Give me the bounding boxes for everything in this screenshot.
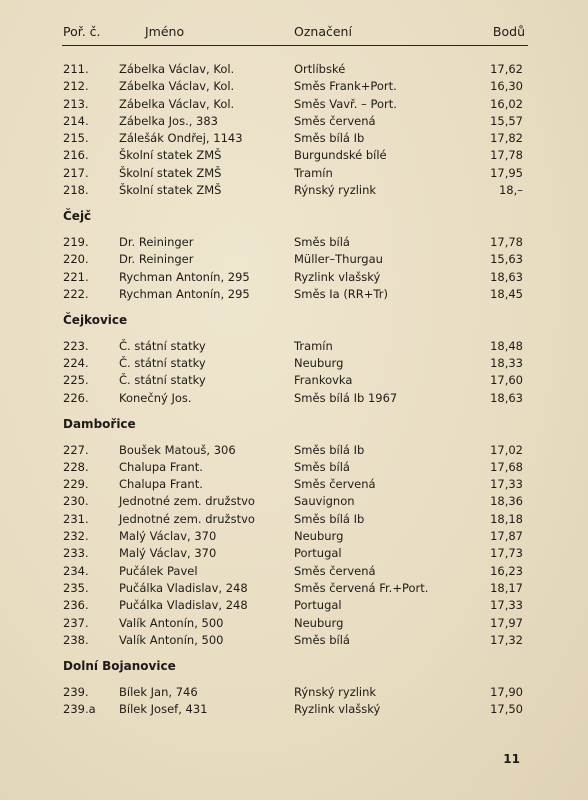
entry-number: 217. [63, 165, 89, 180]
section-title: Čejč [63, 209, 92, 224]
entry-points: 17,78 [490, 234, 523, 249]
section-title: Dolní Bojanovice [63, 659, 176, 674]
table-row [0, 563, 588, 580]
entry-points: 17,32 [490, 632, 523, 647]
entry-name: Školní statek ZMŠ [119, 183, 222, 198]
entry-number: 230. [63, 494, 89, 509]
entry-designation: Neuburg [294, 615, 344, 630]
page-number: 11 [503, 752, 520, 766]
entry-name: Valík Antonín, 500 [119, 632, 224, 647]
entry-points: 17,33 [490, 598, 523, 613]
entry-number: 238. [63, 632, 89, 647]
entry-points: 15,57 [490, 113, 523, 128]
entry-name: Dr. Reininger [119, 252, 194, 267]
entry-designation: Rýnský ryzlink [294, 684, 377, 699]
entry-number: 226. [63, 390, 89, 405]
entry-designation: Sauvignon [294, 494, 355, 509]
table-row [0, 545, 588, 562]
entry-number: 237. [63, 615, 89, 630]
section-heading [0, 407, 588, 442]
entry-designation: Tramín [294, 338, 333, 353]
entry-designation: Neuburg [294, 529, 344, 544]
entry-number: 229. [63, 477, 89, 492]
entry-designation: Ryzlink vlašský [294, 701, 381, 716]
entry-points: 18,48 [490, 338, 523, 353]
table-row [0, 286, 588, 303]
entry-designation: Frankovka [294, 373, 353, 388]
entry-designation: Neuburg [294, 356, 344, 371]
entry-number: 228. [63, 459, 89, 474]
table-row [0, 96, 588, 113]
table-row [0, 528, 588, 545]
entries-table [0, 61, 588, 718]
table-row [0, 78, 588, 95]
section-heading [0, 199, 588, 234]
section-title: Dambořice [63, 416, 136, 431]
entry-name: Boušek Matouš, 306 [119, 442, 236, 457]
entry-number: 214. [63, 113, 89, 128]
table-row [0, 390, 588, 407]
entry-number: 221. [63, 269, 89, 284]
table-row [0, 234, 588, 251]
entry-designation: Ryzlink vlašský [294, 269, 381, 284]
header-number: Poř. č. [63, 24, 101, 39]
entry-number: 216. [63, 148, 89, 163]
entry-name: Konečný Jos. [119, 390, 192, 405]
entry-points: 18,36 [490, 494, 523, 509]
table-row [0, 355, 588, 372]
entry-name: Jednotné zem. družstvo [119, 511, 255, 526]
table-row [0, 597, 588, 614]
entry-designation: Směs bílá Ib [294, 442, 365, 457]
entry-number: 231. [63, 511, 89, 526]
entry-number: 215. [63, 131, 89, 146]
entry-points: 17,78 [490, 148, 523, 163]
entry-points: 16,23 [490, 563, 523, 578]
entry-points: 17,33 [490, 477, 523, 492]
entry-number: 232. [63, 529, 89, 544]
entry-number: 239.a [63, 701, 96, 716]
entry-number: 239. [63, 684, 89, 699]
entry-name: Č. státní statky [119, 356, 206, 371]
entry-designation: Směs bílá Ib 1967 [294, 390, 398, 405]
entry-number: 234. [63, 563, 89, 578]
section-heading [0, 303, 588, 338]
entry-points: 17,82 [490, 131, 523, 146]
entry-name: Školní statek ZMŠ [119, 165, 222, 180]
entry-points: 17,97 [490, 615, 523, 630]
table-row [0, 701, 588, 718]
entry-name: Chalupa Frant. [119, 459, 203, 474]
entry-number: 219. [63, 234, 89, 249]
table-row [0, 269, 588, 286]
table-row [0, 511, 588, 528]
entry-points: 17,68 [490, 459, 523, 474]
entry-name: Pučálek Pavel [119, 563, 198, 578]
entry-number: 236. [63, 598, 89, 613]
entry-number: 233. [63, 546, 89, 561]
entry-name: Zábelka Václav, Kol. [119, 79, 235, 94]
entry-points: 17,60 [490, 373, 523, 388]
table-row [0, 147, 588, 164]
entry-name: Jednotné zem. družstvo [119, 494, 255, 509]
entry-points: 17,95 [490, 165, 523, 180]
entry-name: Zábelka Václav, Kol. [119, 96, 235, 111]
entry-name: Školní statek ZMŠ [119, 148, 222, 163]
entry-designation: Směs červená Fr.+Port. [294, 580, 429, 595]
entry-points: 18,18 [490, 511, 523, 526]
entry-name: Č. státní statky [119, 373, 206, 388]
table-header [0, 24, 588, 46]
entry-points: 18,45 [490, 286, 523, 301]
entry-points: 18,33 [490, 356, 523, 371]
entry-name: Zábelka Jos., 383 [119, 113, 218, 128]
entry-name: Dr. Reininger [119, 234, 194, 249]
table-row [0, 580, 588, 597]
entry-designation: Směs bílá Ib [294, 131, 365, 146]
entry-name: Rychman Antonín, 295 [119, 269, 250, 284]
entry-number: 211. [63, 62, 89, 76]
table-row [0, 251, 588, 268]
entry-number: 213. [63, 96, 89, 111]
entry-name: Valík Antonín, 500 [119, 615, 224, 630]
header-rule [62, 45, 528, 46]
entry-designation: Portugal [294, 546, 342, 561]
entry-designation: Směs Vavř. – Port. [294, 96, 397, 111]
entry-name: Rychman Antonín, 295 [119, 286, 250, 301]
entry-name: Chalupa Frant. [119, 477, 203, 492]
entry-points: 16,02 [490, 96, 523, 111]
header-designation: Označení [294, 24, 352, 39]
entry-name: Bílek Josef, 431 [119, 701, 208, 716]
entry-name: Bílek Jan, 746 [119, 684, 198, 699]
entry-designation: Směs bílá [294, 459, 350, 474]
table-row [0, 113, 588, 130]
section-title: Čejkovice [63, 313, 128, 328]
entry-points: 17,02 [490, 442, 523, 457]
header-points: Bodů [492, 24, 525, 39]
table-row [0, 684, 588, 701]
entry-name: Malý Václav, 370 [119, 529, 217, 544]
entry-designation: Směs bílá [294, 234, 350, 249]
entry-designation: Směs bílá [294, 632, 350, 647]
entry-points: 15,63 [490, 252, 523, 267]
entry-number: 235. [63, 580, 89, 595]
entry-number: 220. [63, 252, 89, 267]
table-row [0, 459, 588, 476]
entry-number: 222. [63, 286, 89, 301]
entry-designation: Směs červená [294, 477, 376, 492]
entry-designation: Směs červená [294, 113, 376, 128]
table-row [0, 632, 588, 649]
table-row [0, 615, 588, 632]
entry-points: 18,17 [490, 580, 523, 595]
table-row [0, 61, 588, 78]
entry-number: 227. [63, 442, 89, 457]
entry-points: 17,87 [490, 529, 523, 544]
table-row [0, 182, 588, 199]
table-row [0, 476, 588, 493]
entry-number: 224. [63, 356, 89, 371]
entry-number: 212. [63, 79, 89, 94]
entry-points: 17,73 [490, 546, 523, 561]
entry-name: Pučálka Vladislav, 248 [119, 598, 248, 613]
entry-points: 17,90 [490, 684, 523, 699]
entry-name: Zábelka Václav, Kol. [119, 62, 235, 76]
entry-points: 17,50 [490, 701, 523, 716]
entry-name: Pučálka Vladislav, 248 [119, 580, 248, 595]
entry-designation: Směs červená [294, 563, 376, 578]
entry-designation: Ortlíbské [294, 62, 346, 76]
entry-designation: Burgundské bílé [294, 148, 387, 163]
entry-designation: Směs Ia (RR+Tr) [294, 286, 388, 301]
entry-name: Malý Václav, 370 [119, 546, 217, 561]
table-row [0, 372, 588, 389]
table-row [0, 338, 588, 355]
table-row [0, 165, 588, 182]
table-row [0, 493, 588, 510]
entry-designation: Směs Frank+Port. [294, 79, 397, 94]
entry-name: Zálešák Ondřej, 1143 [119, 131, 243, 146]
table-row [0, 130, 588, 147]
entry-designation: Müller–Thurgau [294, 252, 383, 267]
entry-designation: Rýnský ryzlink [294, 183, 377, 198]
entry-points: 18,63 [490, 269, 523, 284]
entry-points: 17,62 [490, 62, 523, 76]
entry-number: 218. [63, 183, 89, 198]
entry-points: 18,– [498, 183, 523, 198]
entry-points: 16,30 [490, 79, 523, 94]
header-name: Jméno [145, 24, 185, 39]
entry-designation: Směs bílá Ib [294, 511, 365, 526]
entry-designation: Portugal [294, 598, 342, 613]
section-heading [0, 649, 588, 684]
entry-designation: Tramín [294, 165, 333, 180]
entry-name: Č. státní statky [119, 338, 206, 353]
entry-number: 225. [63, 373, 89, 388]
entry-points: 18,63 [490, 390, 523, 405]
entry-number: 223. [63, 338, 89, 353]
table-row [0, 442, 588, 459]
